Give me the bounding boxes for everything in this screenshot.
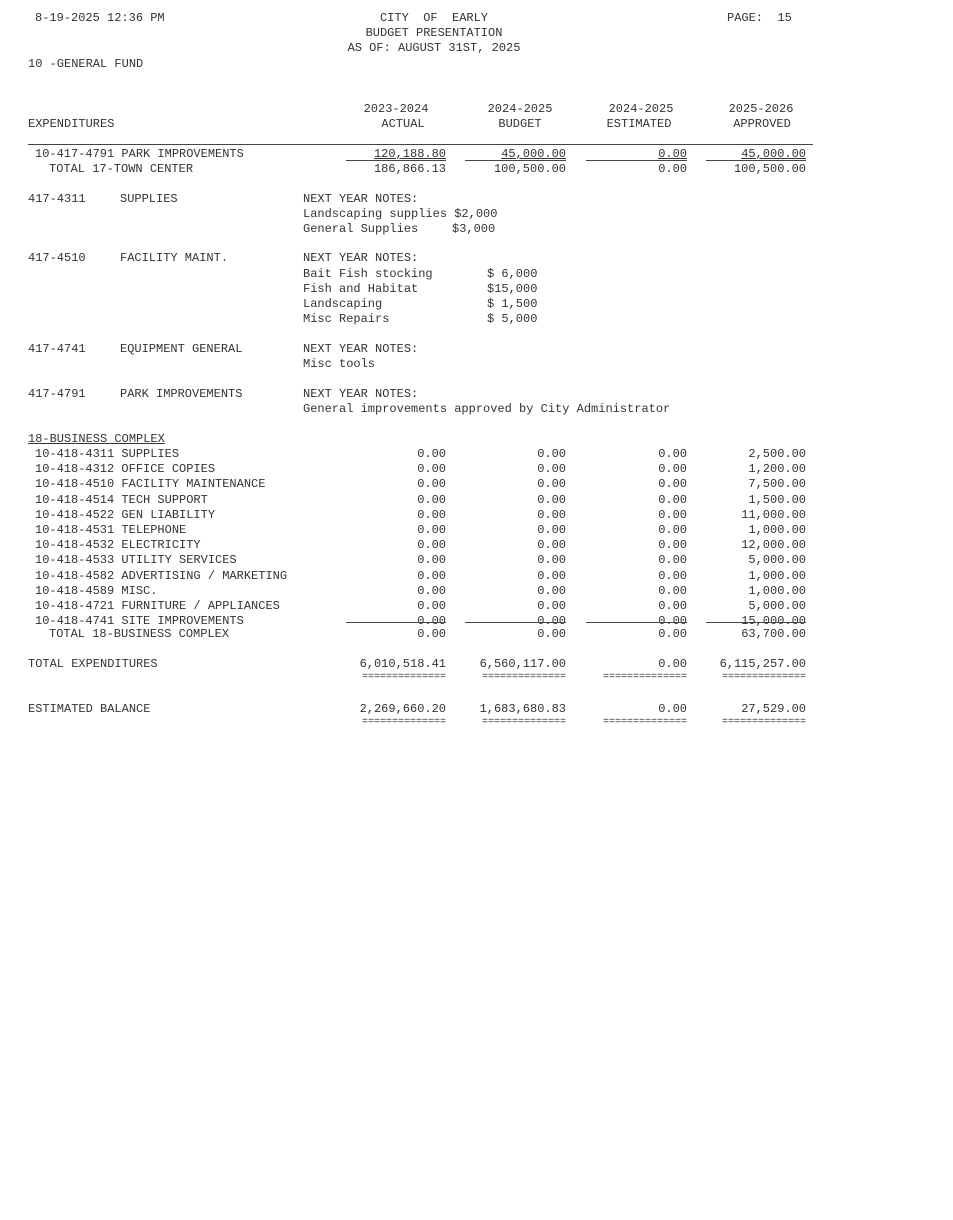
double-rule: ==============: [481, 672, 566, 683]
total-value: 0.00: [658, 162, 687, 176]
grand-total-value: 0.00: [658, 657, 687, 671]
line-item-value: 0.00: [417, 462, 446, 476]
line-item-value: 0.00: [417, 538, 446, 552]
line-item-value: 0.00: [537, 569, 566, 583]
line-item-label: 10-418-4311 SUPPLIES: [35, 447, 180, 461]
line-item-value: 0.00: [537, 447, 566, 461]
line-item-value: 0.00: [658, 493, 687, 507]
grand-total-value: 6,560,117.00: [479, 657, 566, 671]
note-heading: NEXT YEAR NOTES:: [303, 342, 419, 356]
line-item-label: 10-418-4533 UTILITY SERVICES: [35, 553, 237, 567]
line-item-label: 10-418-4589 MISC.: [35, 584, 158, 598]
balance-value: 27,529.00: [741, 702, 806, 716]
line-item-value: 0.00: [658, 447, 687, 461]
line-item-value: 120,188.80: [373, 147, 446, 161]
note-account-code: 417-4510: [28, 251, 86, 265]
balance-value: 2,269,660.20: [359, 702, 446, 716]
total-value: 100,500.00: [493, 162, 566, 176]
note-line: General improvements approved by City Administrator: [303, 402, 671, 416]
line-item-value: 15,000.00: [741, 614, 806, 628]
line-item-value: 0.00: [658, 569, 687, 583]
line-item-label: 10-418-4741 SITE IMPROVEMENTS: [35, 614, 244, 628]
double-rule: ==============: [602, 672, 687, 683]
note-account-code: 417-4741: [28, 342, 86, 356]
line-item-value: 0.00: [417, 584, 446, 598]
line-item-value: 0.00: [537, 599, 566, 613]
line-item-value: 0.00: [417, 569, 446, 583]
note-account-name: SUPPLIES: [120, 192, 178, 206]
note-line: Landscaping: [303, 297, 383, 311]
subtotal-rule: [706, 622, 806, 623]
note-line: General Supplies: [303, 222, 419, 236]
line-item-value: 1,200.00: [748, 462, 806, 476]
note-line: Misc tools: [303, 357, 376, 371]
line-item-value: 0.00: [417, 447, 446, 461]
total-value: 63,700.00: [741, 627, 806, 641]
subtotal-rule: [465, 160, 566, 161]
total-label: TOTAL 18-BUSINESS COMPLEX: [49, 627, 230, 641]
note-amount: $ 6,000: [487, 267, 538, 281]
note-amount: $15,000: [487, 282, 538, 296]
note-heading: NEXT YEAR NOTES:: [303, 387, 419, 401]
line-item-label: 10-417-4791 PARK IMPROVEMENTS: [35, 147, 244, 161]
line-item-label: 10-418-4522 GEN LIABILITY: [35, 508, 216, 522]
note-line: Fish and Habitat: [303, 282, 419, 296]
header-rule: [28, 144, 813, 145]
line-item-value: 0.00: [537, 493, 566, 507]
line-item-value: 0.00: [417, 477, 446, 491]
note-account-name: EQUIPMENT GENERAL: [120, 342, 243, 356]
page-number: PAGE: 15: [727, 11, 792, 25]
line-item-value: 11,000.00: [741, 508, 806, 522]
line-item-value: 1,000.00: [748, 569, 806, 583]
subtotal-rule: [586, 160, 687, 161]
note-heading: NEXT YEAR NOTES:: [303, 192, 419, 206]
subtotal-rule: [465, 622, 566, 623]
balance-label: ESTIMATED BALANCE: [28, 702, 151, 716]
double-rule: ==============: [721, 717, 806, 728]
line-item-value: 0.00: [417, 523, 446, 537]
line-item-value: 0.00: [417, 614, 446, 628]
balance-value: 1,683,680.83: [479, 702, 566, 716]
line-item-value: 45,000.00: [501, 147, 566, 161]
balance-value: 0.00: [658, 702, 687, 716]
note-account-code: 417-4311: [28, 192, 86, 206]
line-item-value: 2,500.00: [748, 447, 806, 461]
column-year: 2023-2024: [363, 102, 429, 116]
section-label: EXPENDITURES: [28, 117, 115, 131]
column-year: 2024-2025: [608, 102, 674, 116]
line-item-value: 0.00: [658, 147, 687, 161]
note-amount: $3,000: [452, 222, 496, 236]
line-item-value: 1,500.00: [748, 493, 806, 507]
line-item-value: 0.00: [417, 493, 446, 507]
line-item-value: 0.00: [537, 508, 566, 522]
double-rule: ==============: [361, 717, 446, 728]
total-value: 100,500.00: [733, 162, 806, 176]
column-year: 2024-2025: [487, 102, 553, 116]
line-item-value: 0.00: [658, 584, 687, 598]
column-year: 2025-2026: [728, 102, 794, 116]
report-title: BUDGET PRESENTATION: [365, 26, 503, 40]
column-label: ESTIMATED: [606, 117, 672, 131]
as-of-date: AS OF: AUGUST 31ST, 2025: [347, 41, 521, 55]
subtotal-rule: [706, 160, 806, 161]
grand-total-value: 6,115,257.00: [719, 657, 806, 671]
note-heading: NEXT YEAR NOTES:: [303, 251, 419, 265]
line-item-value: 0.00: [417, 599, 446, 613]
double-rule: ==============: [361, 672, 446, 683]
total-value: 0.00: [417, 627, 446, 641]
line-item-value: 12,000.00: [741, 538, 806, 552]
line-item-value: 0.00: [417, 553, 446, 567]
subtotal-rule: [346, 160, 446, 161]
line-item-value: 0.00: [537, 523, 566, 537]
line-item-value: 0.00: [417, 508, 446, 522]
line-item-value: 0.00: [658, 614, 687, 628]
double-rule: ==============: [481, 717, 566, 728]
double-rule: ==============: [721, 672, 806, 683]
note-account-code: 417-4791: [28, 387, 86, 401]
line-item-label: 10-418-4531 TELEPHONE: [35, 523, 187, 537]
subtotal-rule: [586, 622, 687, 623]
note-account-name: PARK IMPROVEMENTS: [120, 387, 243, 401]
city-name: CITY OF EARLY: [379, 11, 489, 25]
line-item-value: 1,000.00: [748, 584, 806, 598]
line-item-value: 0.00: [658, 477, 687, 491]
line-item-value: 0.00: [537, 614, 566, 628]
total-label: TOTAL 17-TOWN CENTER: [49, 162, 194, 176]
line-item-value: 0.00: [537, 462, 566, 476]
note-line: Bait Fish stocking: [303, 267, 433, 281]
line-item-value: 0.00: [537, 538, 566, 552]
line-item-label: 10-418-4514 TECH SUPPORT: [35, 493, 208, 507]
line-item-value: 0.00: [658, 523, 687, 537]
column-label: APPROVED: [733, 117, 791, 131]
line-item-value: 7,500.00: [748, 477, 806, 491]
line-item-value: 0.00: [537, 553, 566, 567]
line-item-label: 10-418-4721 FURNITURE / APPLIANCES: [35, 599, 280, 613]
line-item-value: 0.00: [658, 599, 687, 613]
total-value: 0.00: [658, 627, 687, 641]
line-item-label: 10-418-4312 OFFICE COPIES: [35, 462, 216, 476]
grand-total-label: TOTAL EXPENDITURES: [28, 657, 158, 671]
line-item-value: 0.00: [658, 553, 687, 567]
note-amount: $ 1,500: [487, 297, 538, 311]
note-amount: $ 5,000: [487, 312, 538, 326]
note-account-name: FACILITY MAINT.: [120, 251, 229, 265]
total-value: 186,866.13: [373, 162, 446, 176]
line-item-value: 45,000.00: [741, 147, 806, 161]
line-item-label: 10-418-4582 ADVERTISING / MARKETING: [35, 569, 288, 583]
line-item-value: 5,000.00: [748, 553, 806, 567]
line-item-value: 0.00: [658, 462, 687, 476]
line-item-label: 10-418-4532 ELECTRICITY: [35, 538, 201, 552]
double-rule: ==============: [602, 717, 687, 728]
subtotal-rule: [346, 622, 446, 623]
total-value: 0.00: [537, 627, 566, 641]
line-item-value: 5,000.00: [748, 599, 806, 613]
section-heading: 18-BUSINESS COMPLEX: [28, 432, 165, 446]
line-item-value: 0.00: [658, 538, 687, 552]
note-line: Misc Repairs: [303, 312, 390, 326]
line-item-label: 10-418-4510 FACILITY MAINTENANCE: [35, 477, 266, 491]
report-datetime: 8-19-2025 12:36 PM: [35, 11, 165, 25]
grand-total-value: 6,010,518.41: [359, 657, 446, 671]
column-label: BUDGET: [498, 117, 542, 131]
fund-name: 10 -GENERAL FUND: [28, 57, 144, 71]
line-item-value: 0.00: [537, 477, 566, 491]
line-item-value: 1,000.00: [748, 523, 806, 537]
line-item-value: 0.00: [537, 584, 566, 598]
line-item-value: 0.00: [658, 508, 687, 522]
column-label: ACTUAL: [381, 117, 425, 131]
note-line: Landscaping supplies $2,000: [303, 207, 498, 221]
